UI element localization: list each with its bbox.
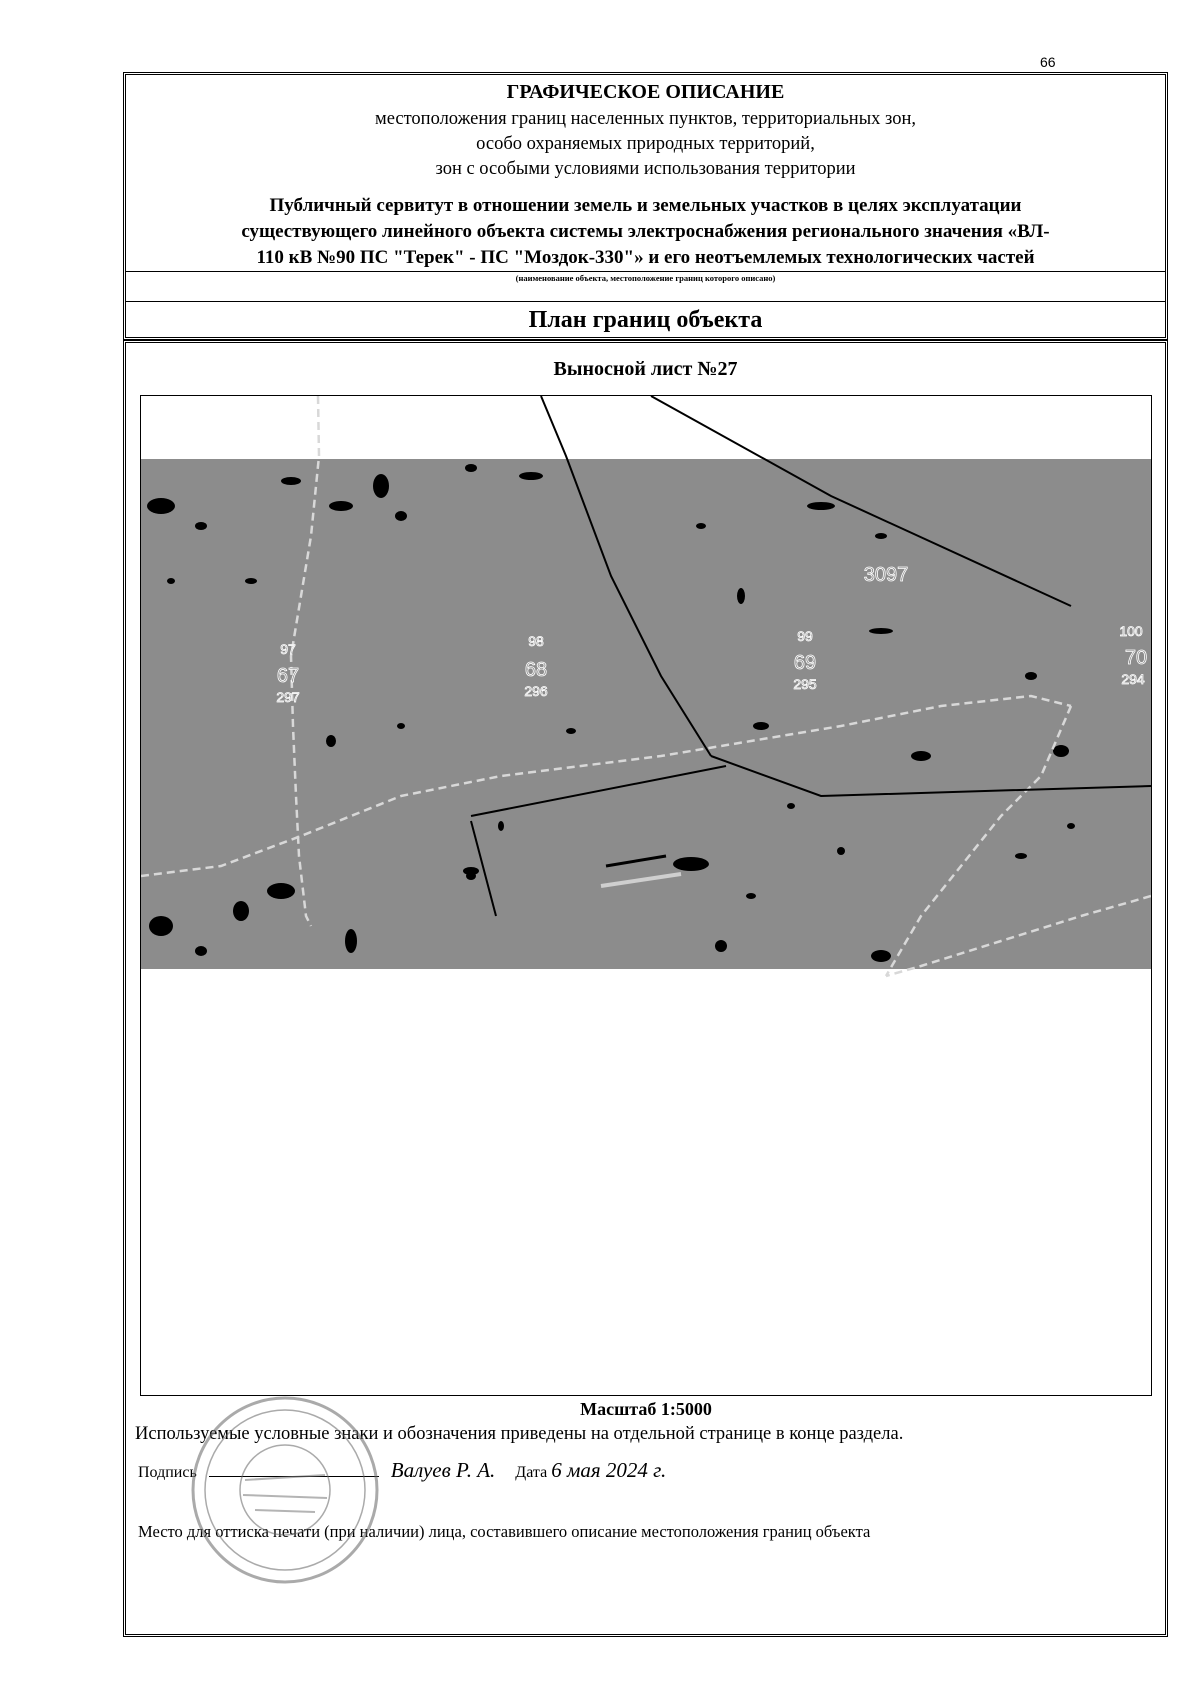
object-line-3: 110 кВ №90 ПС "Терек" - ПС "Моздок-330"» и его неотъемлемых технологических частей [256,247,1035,268]
signature-label: Подпись [138,1464,197,1481]
date-label: Дата [515,1464,548,1481]
subtitle-line-1: местоположения границ населенных пунктов, территориальных зон, [374,109,916,129]
header-frame [123,72,1168,340]
divider [126,271,1165,272]
signature-row [138,1458,666,1483]
point-label-99: 99 [797,628,813,644]
legend-note: Используемые условные знаки и обозначения приведены на отдельной странице в конце раздела. [135,1424,904,1444]
stamp-note: Место для оттиска печати (при наличии) лица, составившего описание местоположения границ объекта [138,1522,871,1541]
date-value: 6 мая 2024 г. [551,1458,667,1482]
map-scale: Масштаб 1:5000 [580,1399,712,1419]
map-area [140,395,1152,1396]
object-caption: (наименование объекта, местоположение границ которого описано) [515,273,776,283]
point-label-294: 294 [1121,671,1145,687]
point-label-98: 98 [528,633,544,649]
page-number: 66 [1040,54,1056,70]
object-line-1: Публичный сервитут в отношении земель и земельных участков в целях эксплуатации [269,195,1022,216]
parcel-label: 3097 [863,564,909,586]
subtitle-line-2: особо охраняемых природных территорий, [476,134,815,154]
point-label-295: 295 [793,676,817,692]
point-label-297: 297 [276,689,300,705]
boundary-map [141,396,1151,1395]
signer-name: Валуев Р. А. [390,1458,496,1482]
point-label-68: 68 [524,659,548,681]
signature-line [209,1462,379,1477]
point-label-296: 296 [524,683,548,699]
object-line-2: существующего линейного объекта системы электроснабжения регионального значения «ВЛ- [241,221,1050,242]
point-label-70: 70 [1124,647,1148,669]
plan-title: План границ объекта [528,307,763,333]
subtitle-line-3: зон с особыми условиями использования территории [435,159,856,179]
document-title: ГРАФИЧЕСКОЕ ОПИСАНИЕ [506,81,785,103]
divider [126,301,1165,302]
point-label-67: 67 [276,665,300,687]
point-label-100: 100 [1119,623,1143,639]
point-label-97: 97 [280,641,296,657]
point-label-69: 69 [793,652,817,674]
sheet-title: Выносной лист №27 [553,358,738,380]
